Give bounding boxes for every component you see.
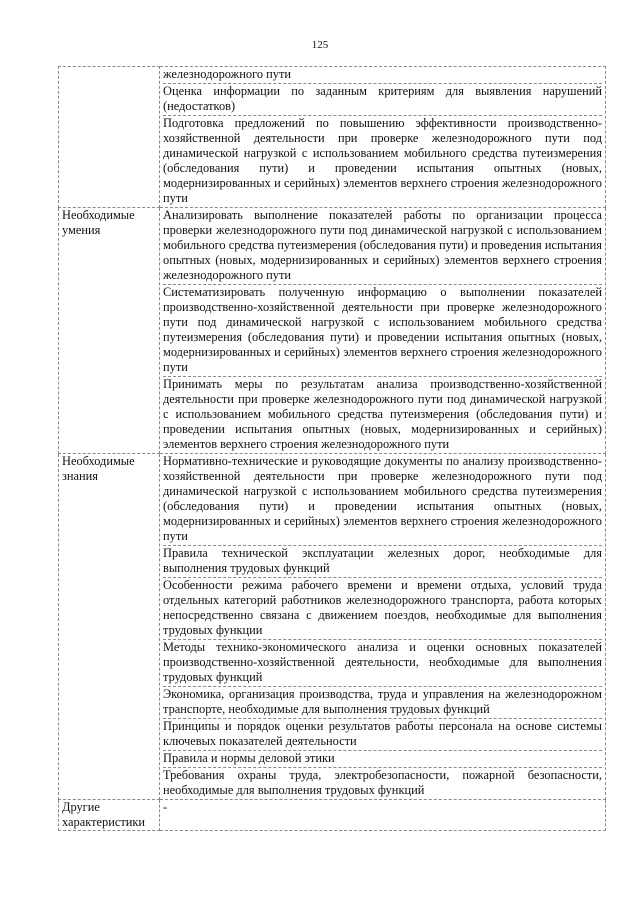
table-row (59, 454, 606, 800)
row-label-skills: Необходимые умения (59, 208, 160, 454)
list-item: Нормативно-технические и руководящие документы по анализу производственно-хозяйственной деятельности при проверке железнодорожного пути под динамической нагрузкой с использованием мобильного средства путеизмерения (обследования пути) и проведении испытания опытных (новых, модернизированных и серийных) элементов верхнего строения железнодорожного пути (163, 454, 602, 546)
list-item: - (163, 800, 168, 814)
row-label (59, 67, 160, 208)
list-item: Принципы и порядок оценки результатов работы персонала на основе системы ключевых показателей деятельности (163, 719, 602, 751)
list-item: Анализировать выполнение показателей работы по организации процесса проверки железнодорожного пути под динамической нагрузкой с использованием мобильного средства путеизмерения (обследования пути) и проведения испытания опытных (новых, модернизированных и серийных) элементов верхнего строения железнодорожного пути (163, 208, 602, 285)
row-content (160, 67, 606, 208)
list-item: Правила технической эксплуатации железных дорог, необходимые для выполнения трудовых функций (163, 546, 602, 578)
list-item: Оценка информации по заданным критериям для выявления нарушений (недостатков) (163, 84, 602, 116)
row-content (160, 208, 606, 454)
page-number: 125 (311, 39, 329, 51)
list-item: Экономика, организация производства, труда и управления на железнодорожном транспорте, необходимые для выполнения трудовых функций (163, 687, 602, 719)
row-label-other: Другие характеристики (59, 800, 160, 831)
list-item: железнодорожного пути (163, 67, 602, 84)
table-row (59, 800, 606, 831)
table-row (59, 208, 606, 454)
table-row (59, 67, 606, 208)
qualification-table (58, 66, 606, 831)
row-content (160, 454, 606, 800)
list-item: Правила и нормы деловой этики (163, 751, 602, 768)
row-content (160, 800, 606, 831)
list-item: Систематизировать полученную информацию о выполнении показателей производственно-хозяйственной деятельности при проверке железнодорожного пути под динамической нагрузкой с использованием мобильного средства путеизмерения (обследования пути) и проведении испытания опытных (новых, модернизированных и серийных) элементов верхнего строения железнодорожного пути (163, 285, 602, 377)
list-item: Особенности режима рабочего времени и времени отдыха, условий труда отдельных категорий работников железнодорожного транспорта, работа которых непосредственно связана с движением поездов, необходимые для выполнения трудовых функции (163, 578, 602, 640)
row-label-knowledge: Необходимые знания (59, 454, 160, 800)
list-item: Требования охраны труда, электробезопасности, пожарной безопасности, необходимые для выполнения трудовых функций (163, 768, 602, 797)
list-item: Методы технико-экономического анализа и оценки основных показателей производственно-хозяйственной деятельности, необходимые для выполнения трудовых функций (163, 640, 602, 687)
list-item: Принимать меры по результатам анализа производственно-хозяйственной деятельности при проверке железнодорожного пути под динамической нагрузкой с использованием мобильного средства путеизмерения (обследования пути) и проведении испытания опытных (новых, модернизированных и серийных) элементов верхнего строения железнодорожного пути (163, 377, 602, 451)
list-item: Подготовка предложений по повышению эффективности производственно-хозяйственной деятельности при проверке железнодорожного пути под динамической нагрузкой с использованием мобильного средства путеизмерения (обследования пути) и проведении испытания опытных (новых, модернизированных и серийных) элементов верхнего строения железнодорожного пути (163, 116, 602, 205)
